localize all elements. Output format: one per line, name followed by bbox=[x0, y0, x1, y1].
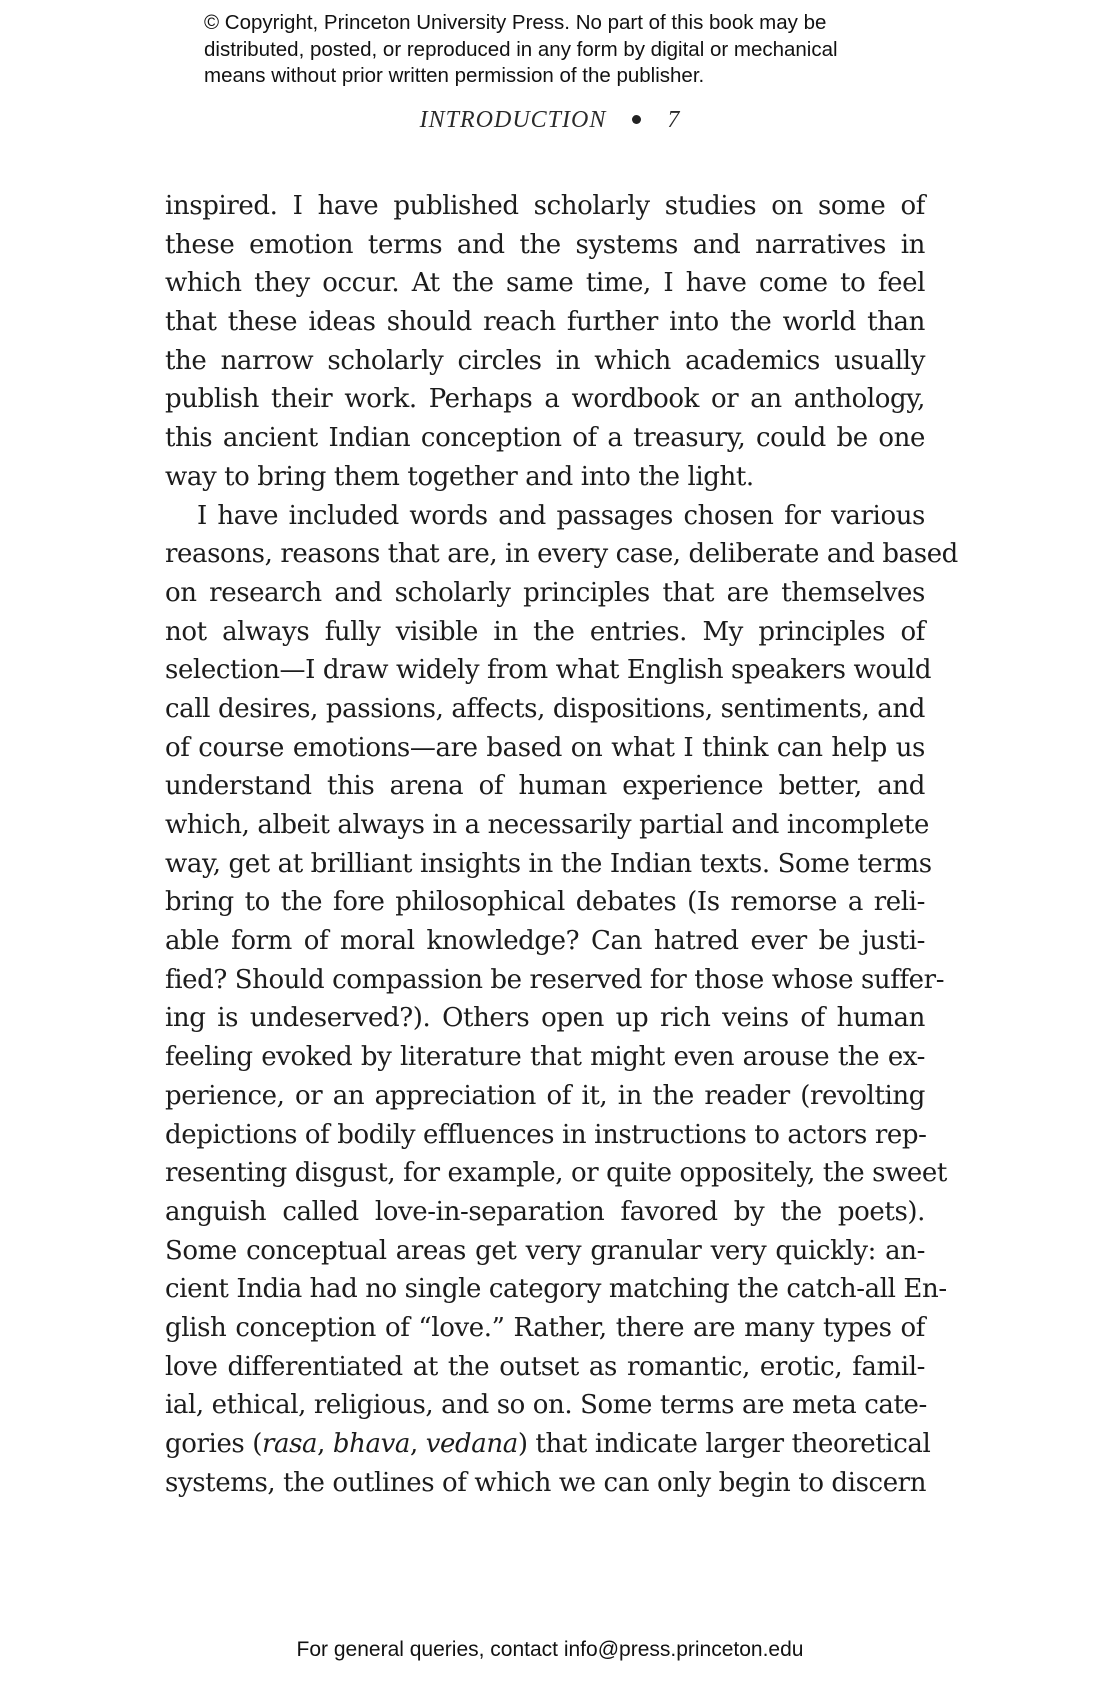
text-line: ial, ethical, religious, and so on. Some terms are meta cate- bbox=[165, 1390, 927, 1421]
text-line: way to bring them together and into the light. bbox=[165, 461, 754, 492]
text-line: glish conception of “love.” Rather, there are many types of bbox=[165, 1312, 925, 1343]
body-text bbox=[165, 187, 958, 1502]
text-line: anguish called love-in-separation favored by the poets). bbox=[165, 1196, 925, 1227]
copyright-line: © Copyright, Princeton University Press. No part of this book may be bbox=[204, 11, 827, 34]
text-line: bring to the fore philosophical debates (Is remorse a reli- bbox=[165, 887, 925, 918]
text-line: which they occur. At the same time, I have come to feel bbox=[165, 268, 925, 299]
text-line: systems, the outlines of which we can only begin to discern bbox=[165, 1467, 927, 1498]
copyright-line: means without prior written permission of the publisher. bbox=[204, 64, 705, 87]
paragraph-1 bbox=[165, 187, 925, 497]
text-fragment: gories ( bbox=[165, 1429, 262, 1459]
text-line: reasons, reasons that are, in every case, deliberate and based bbox=[165, 539, 958, 570]
text-line: publish their work. Perhaps a wordbook or an anthology, bbox=[165, 384, 925, 415]
text-line: ing is undeserved?). Others open up rich veins of human bbox=[165, 1003, 925, 1034]
text-line: not always fully visible in the entries. My principles of bbox=[165, 616, 925, 647]
text-line: love differentiated at the outset as romantic, erotic, famil- bbox=[165, 1351, 925, 1382]
text-fragment: , bbox=[410, 1429, 426, 1459]
footer-contact: For general queries, contact info@press.princeton.edu bbox=[296, 1638, 804, 1661]
running-head bbox=[0, 107, 1100, 134]
bullet-separator-icon bbox=[632, 115, 641, 124]
term-rasa: rasa bbox=[261, 1429, 318, 1459]
copyright-line: distributed, posted, or reproduced in any form by digital or mechanical bbox=[204, 37, 838, 61]
text-line: resenting disgust, for example, or quite oppositely, the sweet bbox=[165, 1158, 947, 1189]
text-line: call desires, passions, affects, dispositions, sentiments, and bbox=[165, 693, 925, 724]
text-line: cient India had no single category matching the catch-all En- bbox=[165, 1274, 947, 1305]
text-fragment: ) that indicate larger theoretical bbox=[517, 1429, 931, 1459]
paragraph-2 bbox=[165, 497, 958, 1503]
text-line: inspired. I have published scholarly studies on some of bbox=[165, 191, 925, 221]
text-line: perience, or an appreciation of it, in the reader (revolting bbox=[165, 1080, 925, 1111]
text-line-with-italic-terms bbox=[165, 1425, 931, 1464]
text-line: these emotion terms and the systems and narratives in bbox=[165, 229, 925, 260]
text-line: Some conceptual areas get very granular very quickly: an- bbox=[165, 1235, 925, 1266]
text-line: which, albeit always in a necessarily partial and incomplete bbox=[165, 810, 929, 840]
text-line: this ancient Indian conception of a treasury, could be one bbox=[165, 423, 925, 454]
text-fragment: , bbox=[317, 1429, 333, 1459]
term-vedana: vedana bbox=[425, 1429, 518, 1459]
page-number: 7 bbox=[667, 107, 681, 133]
text-line: the narrow scholarly circles in which academics usually bbox=[165, 345, 925, 376]
text-line: way, get at brilliant insights in the Indian texts. Some terms bbox=[165, 848, 932, 879]
term-bhava: bhava bbox=[332, 1429, 410, 1459]
text-line: able form of moral knowledge? Can hatred ever be justi- bbox=[165, 926, 925, 957]
text-line: of course emotions—are based on what I think can help us bbox=[165, 732, 925, 763]
text-line: fied? Should compassion be reserved for those whose suffer- bbox=[165, 964, 945, 995]
section-title: INTRODUCTION bbox=[419, 107, 607, 133]
copyright-notice bbox=[204, 10, 924, 90]
text-line: that these ideas should reach further into the world than bbox=[165, 307, 925, 338]
text-line: understand this arena of human experience better, and bbox=[165, 771, 925, 802]
text-line: depictions of bodily effluences in instructions to actors rep- bbox=[165, 1119, 927, 1150]
text-line: I have included words and passages chosen for various bbox=[197, 500, 925, 531]
text-line: feeling evoked by literature that might even arouse the ex- bbox=[165, 1042, 925, 1073]
text-line: on research and scholarly principles that are themselves bbox=[165, 577, 925, 608]
text-line: selection—I draw widely from what English speakers would bbox=[165, 655, 932, 686]
